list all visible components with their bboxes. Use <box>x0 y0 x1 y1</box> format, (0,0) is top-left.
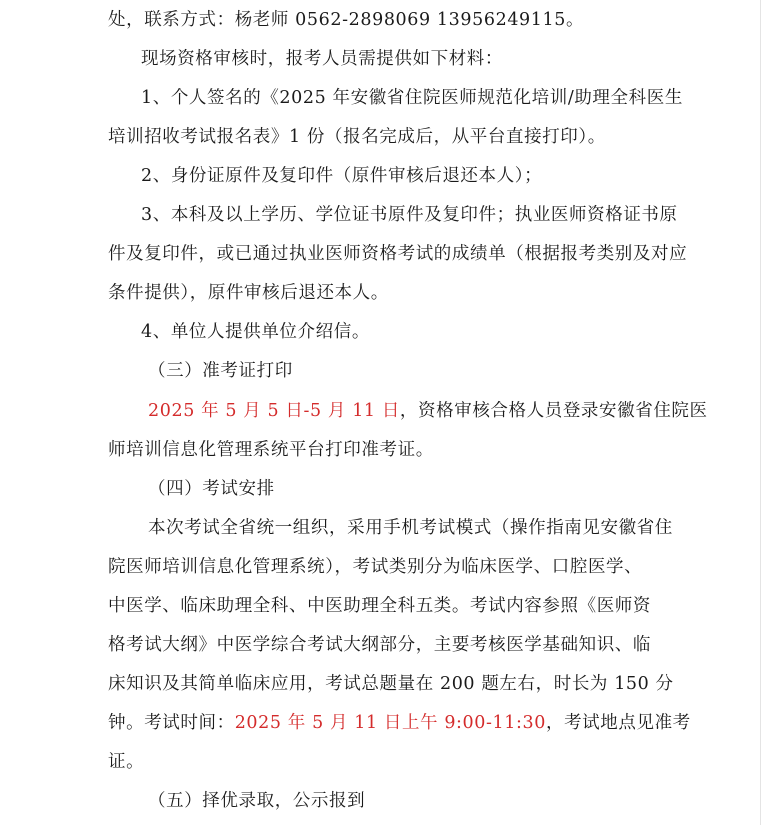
material-item-1: 1、个人签名的《2025 年安徽省住院医师规范化培训/助理全科医生 <box>141 88 683 108</box>
admission-ticket-paragraph-cont: 师培训信息化管理系统平台打印准考证。 <box>108 440 434 460</box>
material-item-3-cont-1: 件及复印件，或已通过执业医师资格考试的成绩单（根据报考类别及对应 <box>108 244 688 264</box>
contact-line: 处，联系方式：杨老师 0562-2898069 13956249115。 <box>108 10 585 30</box>
admission-ticket-paragraph <box>148 400 774 422</box>
exam-paragraph-line-2: 院医师培训信息化管理系统），考试类别分为临床医学、口腔医学、 <box>108 557 643 577</box>
material-item-4: 4、单位人提供单位介绍信。 <box>141 322 370 342</box>
exam-paragraph-line-7: 证。 <box>108 752 145 772</box>
section-heading-exam-arrangement: （四）考试安排 <box>148 479 275 499</box>
exam-paragraph-line-1: 本次考试全省统一组织，采用手机考试模式（操作指南见安徽省住 <box>148 518 673 538</box>
material-item-1-cont: 培训招收考试报名表》1 份（报名完成后，从平台直接打印）。 <box>108 127 606 147</box>
admission-ticket-text: ，资格审核合格人员登录安徽省住院医 <box>399 401 708 421</box>
exam-paragraph-line-6 <box>108 712 774 734</box>
section-heading-admission-result: （五）择优录取，公示报到 <box>148 791 366 811</box>
admission-ticket-date: 2025 年 5 月 5 日-5 月 11 日 <box>148 401 400 421</box>
material-item-3-cont-2: 条件提供），原件审核后退还本人。 <box>108 283 389 303</box>
exam-location-text: ，考试地点见准考 <box>545 713 691 733</box>
material-item-3: 3、本科及以上学历、学位证书原件及复印件；执业医师资格证书原 <box>141 205 678 225</box>
materials-intro: 现场资格审核时，报考人员需提供如下材料： <box>141 49 503 69</box>
section-heading-admission-ticket: （三）准考证打印 <box>148 361 293 381</box>
exam-paragraph-line-4: 格考试大纲》中医学综合考试大纲部分，主要考核医学基础知识、临 <box>108 635 651 655</box>
exam-paragraph-line-3: 中医学、临床助理全科、中医助理全科五类。考试内容参照《医师资 <box>108 596 651 616</box>
material-item-2: 2、身份证原件及复印件（原件审核后退还本人）； <box>141 166 543 186</box>
exam-time-label: 钟。考试时间： <box>108 713 235 733</box>
exam-paragraph-line-5: 床知识及其简单临床应用，考试总题量在 200 题左右，时长为 150 分 <box>108 674 674 694</box>
exam-time-value: 2025 年 5 月 11 日上午 9:00-11:30 <box>234 713 546 733</box>
